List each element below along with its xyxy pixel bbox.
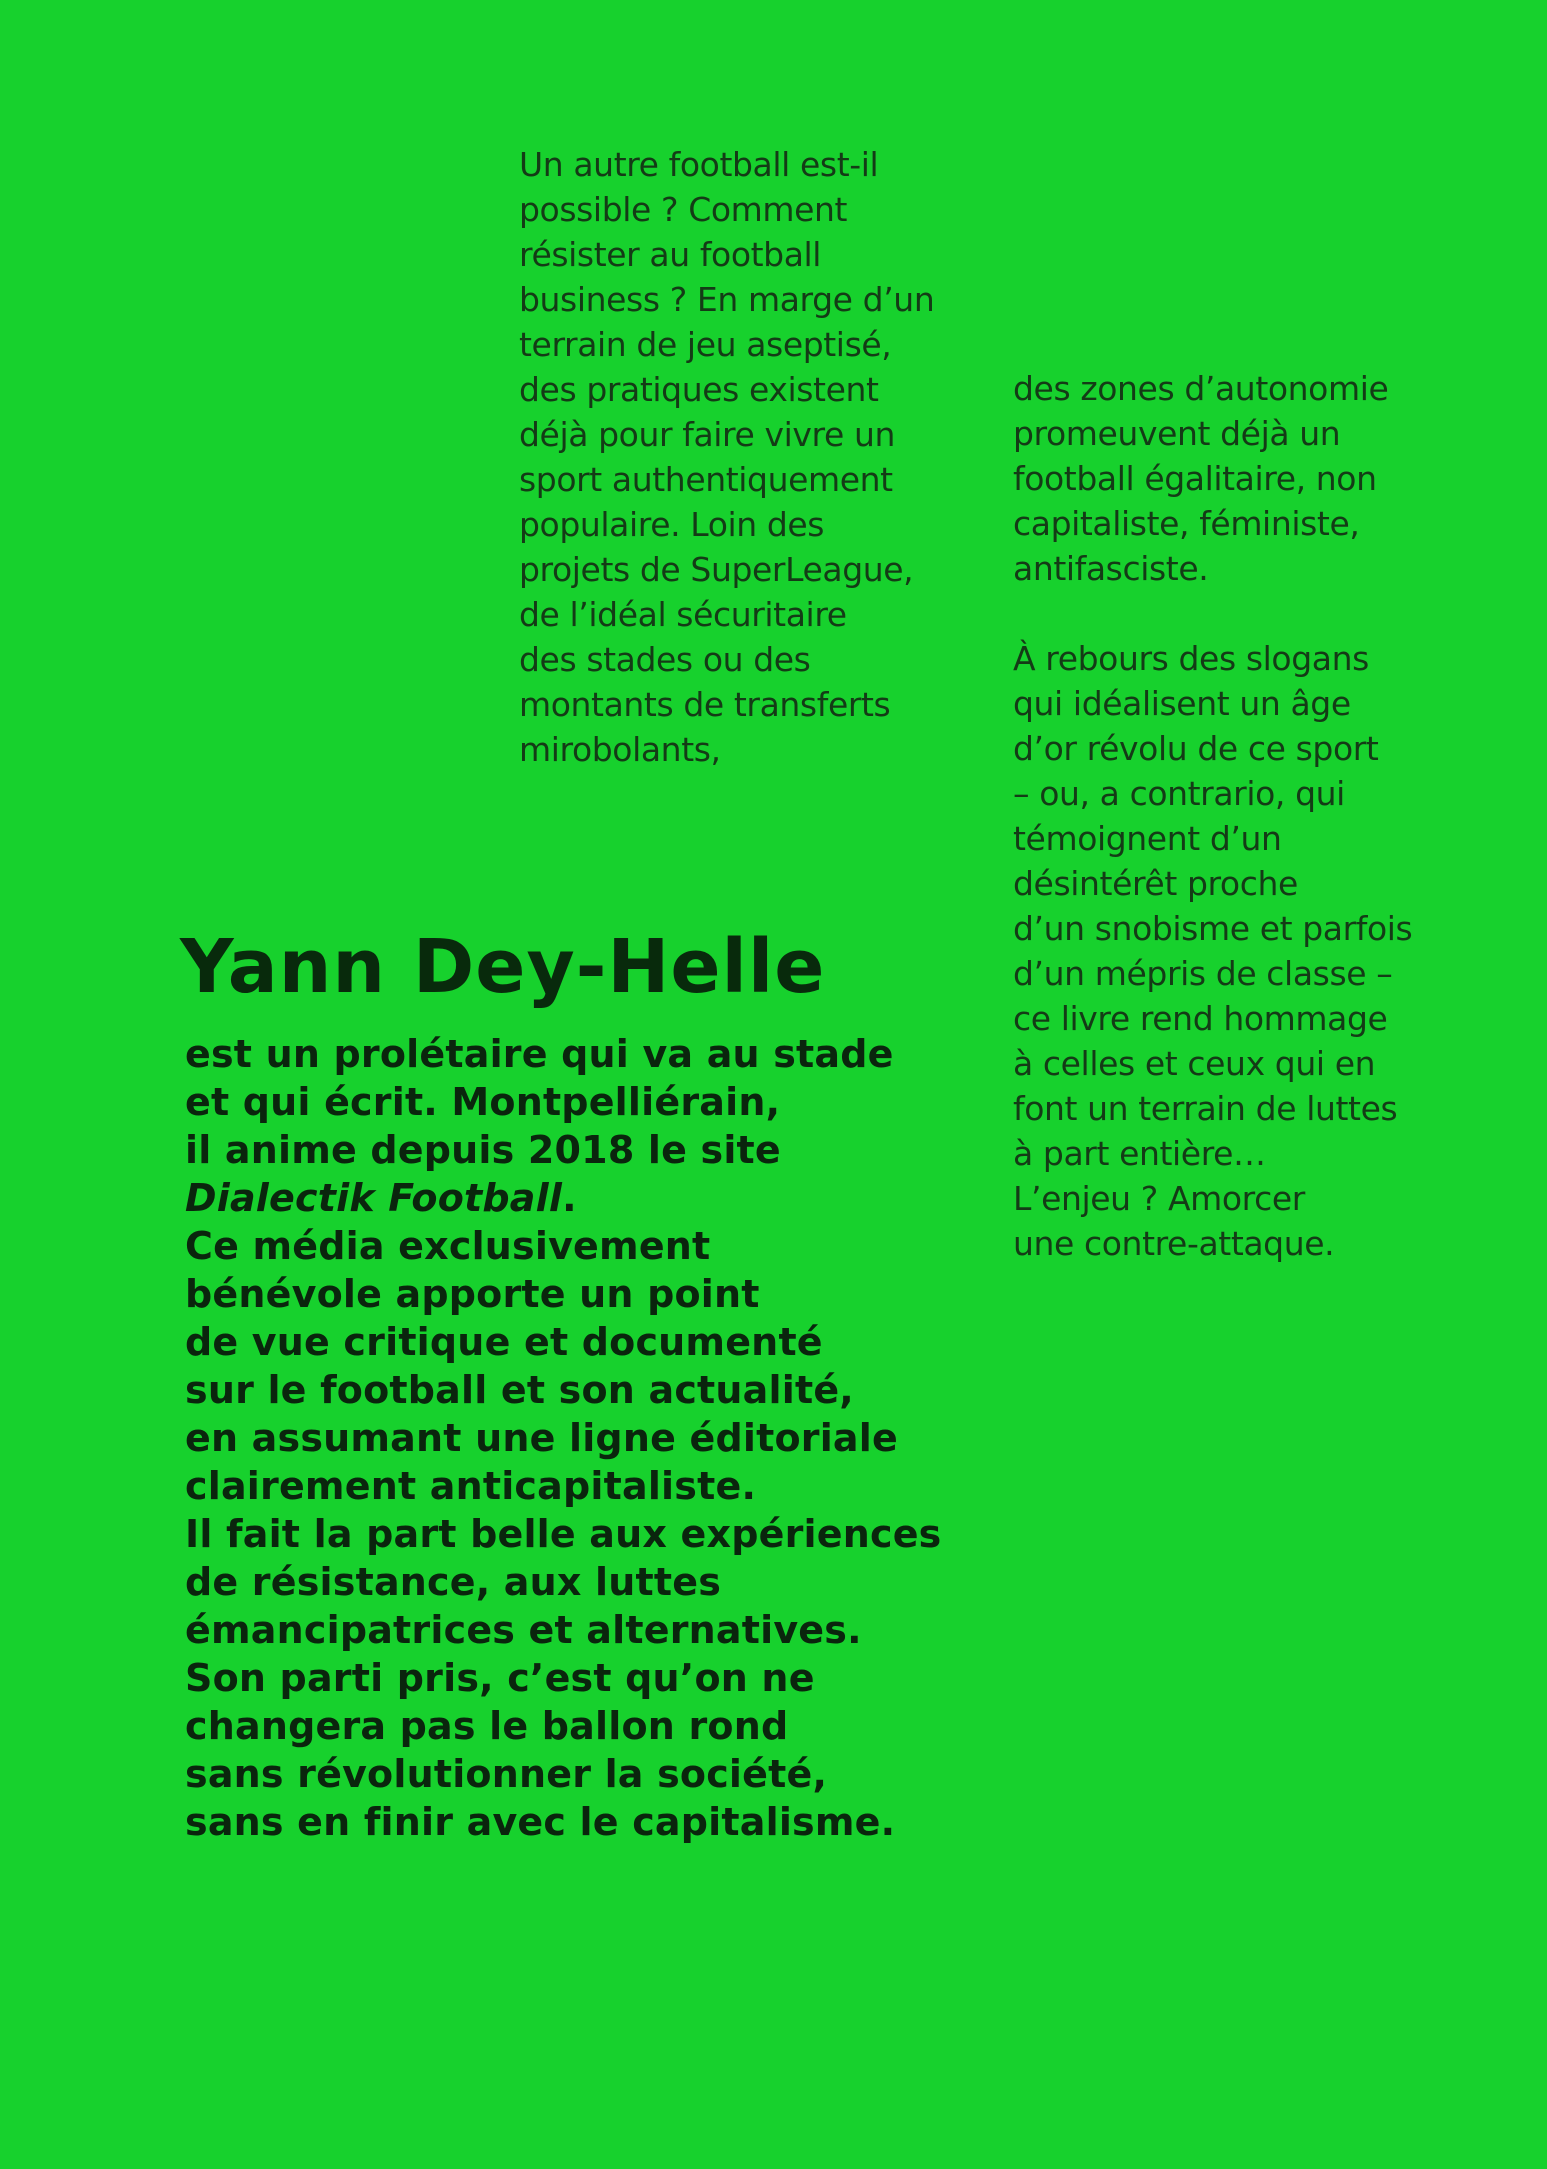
blurb-column-right — [1013, 366, 1533, 1266]
blurb-line: ce livre rend hommage — [1013, 999, 1388, 1038]
blurb-line: des stades ou des — [519, 640, 811, 679]
bio-line-site — [185, 1174, 1005, 1222]
blurb-line: populaire. Loin des — [519, 505, 825, 544]
blurb-line: – ou, a contrario, qui — [1013, 774, 1345, 813]
blurb-line: promeuvent déjà un — [1013, 414, 1341, 453]
blurb-line: d’or révolu de ce sport — [1013, 729, 1379, 768]
author-bio — [185, 1030, 1005, 1846]
blurb-line: football égalitaire, non — [1013, 459, 1377, 498]
blurb-line: qui idéalisent un âge — [1013, 684, 1351, 723]
blurb-line: témoignent d’un — [1013, 819, 1282, 858]
bio-line: Ce média exclusivement — [185, 1224, 711, 1268]
bio-line: est un prolétaire qui va au stade — [185, 1032, 894, 1076]
bio-line: émancipatrices et alternatives. — [185, 1608, 862, 1652]
blurb-line: déjà pour faire vivre un — [519, 415, 895, 454]
bio-line: Son parti pris, c’est qu’on ne — [185, 1656, 815, 1700]
bio-line: en assumant une ligne éditoriale — [185, 1416, 898, 1460]
bio-line: de vue critique et documenté — [185, 1320, 823, 1364]
blurb-line: font un terrain de luttes — [1013, 1089, 1398, 1128]
bio-line: Il fait la part belle aux expériences — [185, 1512, 942, 1556]
blurb-line: sport authentiquement — [519, 460, 893, 499]
blurb-line: à celles et ceux qui en — [1013, 1044, 1376, 1083]
blurb-line: À rebours des slogans — [1013, 639, 1369, 678]
bio-line: sans en finir avec le capitalisme. — [185, 1800, 896, 1844]
blurb-line: mirobolants, — [519, 730, 721, 769]
bio-line: bénévole apporte un point — [185, 1272, 760, 1316]
bio-line: il anime depuis 2018 le site — [185, 1128, 781, 1172]
blurb-line: Un autre football est-il — [519, 145, 879, 184]
blurb-line: d’un snobisme et parfois — [1013, 909, 1413, 948]
bio-line: de résistance, aux luttes — [185, 1560, 722, 1604]
blurb-line: montants de transferts — [519, 685, 891, 724]
blurb-line: des zones d’autonomie — [1013, 369, 1389, 408]
bio-line: sur le football et son actualité, — [185, 1368, 854, 1412]
site-name: Dialectik Football — [185, 1176, 563, 1220]
blurb-line: L’enjeu ? Amorcer — [1013, 1179, 1305, 1218]
blurb-line: possible ? Comment — [519, 190, 848, 229]
bio-line: clairement anticapitaliste. — [185, 1464, 757, 1508]
bio-line: changera pas le ballon rond — [185, 1704, 789, 1748]
blurb-line: d’un mépris de classe – — [1013, 954, 1393, 993]
author-name: Yann Dey-Helle — [180, 924, 826, 1010]
blurb-line: projets de SuperLeague, — [519, 550, 914, 589]
blurb-line: business ? En marge d’un — [519, 280, 935, 319]
blurb-line: capitaliste, féministe, — [1013, 504, 1360, 543]
blurb-line: résister au football — [519, 235, 822, 274]
blurb-line: antifasciste. — [1013, 549, 1209, 588]
bio-line: sans révolutionner la société, — [185, 1752, 828, 1796]
blurb-line: à part entière… — [1013, 1134, 1266, 1173]
bio-line: et qui écrit. Montpelliérain, — [185, 1080, 781, 1124]
blurb-line: de l’idéal sécuritaire — [519, 595, 847, 634]
site-suffix: . — [562, 1176, 577, 1220]
blurb-line: désintérêt proche — [1013, 864, 1298, 903]
blurb-column-left — [519, 142, 999, 772]
paragraph-gap — [1013, 591, 1533, 636]
blurb-line: des pratiques existent — [519, 370, 879, 409]
blurb-line: terrain de jeu aseptisé, — [519, 325, 892, 364]
blurb-line: une contre-attaque. — [1013, 1224, 1335, 1263]
